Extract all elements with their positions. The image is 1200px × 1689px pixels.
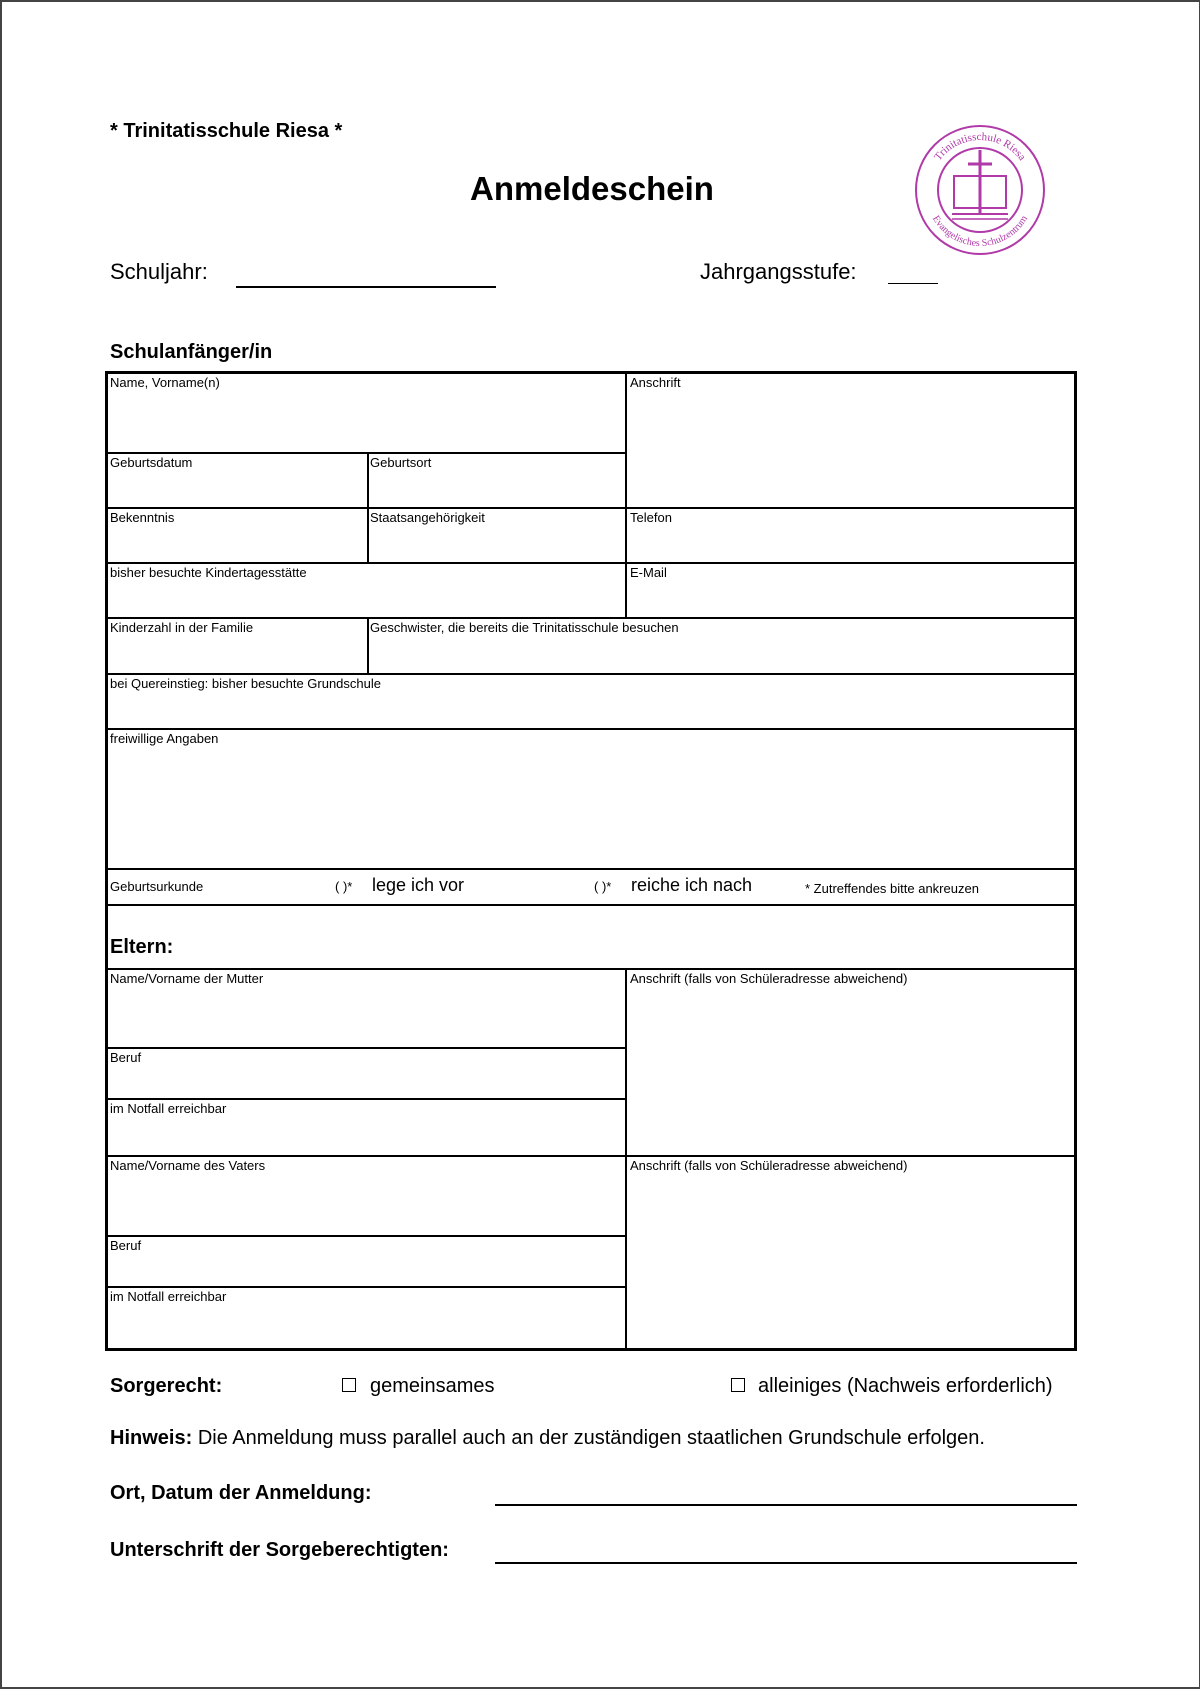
ort-datum-field[interactable]	[495, 1504, 1077, 1506]
table-line	[108, 562, 1074, 564]
field-email-label: E-Mail	[630, 565, 667, 580]
table-line	[108, 1098, 627, 1100]
jahrgangsstufe-label: Jahrgangsstufe:	[700, 259, 857, 284]
birth-certificate-label: Geburtsurkunde	[110, 879, 204, 894]
field-kita-label: bisher besuchte Kindertagesstätte	[110, 565, 307, 580]
schuljahr-label: Schuljahr:	[110, 259, 208, 284]
table-line	[108, 617, 1074, 619]
mother-beruf-label: Beruf	[110, 1050, 142, 1065]
hinweis-text: Die Anmeldung muss parallel auch an der zuständigen staatlichen Grundschule erfolgen.	[197, 1427, 985, 1449]
field-freiwillig-label: freiwillige Angaben	[110, 731, 219, 746]
field-kinderzahl-label: Kinderzahl in der Familie	[110, 620, 254, 635]
field-geburtsdatum-label: Geburtsdatum	[110, 455, 193, 470]
table-line	[108, 1155, 1074, 1157]
father-anschrift-label: Anschrift (falls von Schüleradresse abweichend)	[630, 1158, 908, 1173]
father-notfall-label: im Notfall erreichbar	[110, 1289, 227, 1304]
ort-datum-label: Ort, Datum der Anmeldung:	[110, 1482, 372, 1504]
parents-section-heading: Eltern:	[110, 936, 174, 958]
unterschrift-label: Unterschrift der Sorgeberechtigten:	[110, 1539, 449, 1561]
field-geschwister-label: Geschwister, die bereits die Trinitatisschule besuchen	[370, 620, 679, 635]
father-name-label: Name/Vorname des Vaters	[110, 1158, 266, 1173]
registration-form-table	[105, 371, 1077, 1351]
jahrgangsstufe-field[interactable]	[888, 283, 938, 284]
table-line	[108, 728, 1074, 730]
page-title: Anmeldeschein	[470, 170, 714, 207]
mother-anschrift-label: Anschrift (falls von Schüleradresse abweichend)	[630, 971, 908, 986]
school-name: * Trinitatisschule Riesa *	[110, 120, 343, 142]
hinweis-label: Hinweis:	[110, 1427, 193, 1449]
birth-certificate-option2-mark[interactable]: ( )*	[594, 879, 612, 894]
father-beruf-label: Beruf	[110, 1238, 142, 1253]
birth-certificate-option1-text: lege ich vor	[372, 875, 465, 895]
student-section-heading: Schulanfänger/in	[110, 341, 273, 363]
field-bekenntnis-label: Bekenntnis	[110, 510, 175, 525]
table-line	[108, 507, 1074, 509]
field-staatsangehoerigkeit-label: Staatsangehörigkeit	[370, 510, 485, 525]
table-line	[108, 1235, 627, 1237]
table-line	[108, 968, 1074, 970]
unterschrift-field[interactable]	[495, 1562, 1077, 1564]
hinweis-line	[110, 1427, 985, 1450]
birth-certificate-note: * Zutreffendes bitte ankreuzen	[805, 881, 979, 896]
table-line	[108, 1047, 627, 1049]
school-stamp-icon	[912, 122, 1048, 258]
stamp-bottom-text: Evangelisches Schulzentrum	[929, 213, 1031, 250]
stamp-top-text: Trinitatisschule Riesa	[932, 130, 1028, 163]
mother-notfall-label: im Notfall erreichbar	[110, 1101, 227, 1116]
table-line	[625, 374, 627, 617]
table-line	[108, 673, 1074, 675]
table-line	[625, 968, 627, 1348]
field-telefon-label: Telefon	[630, 510, 672, 525]
table-line	[367, 617, 369, 673]
mother-name-label: Name/Vorname der Mutter	[110, 971, 264, 986]
sorgerecht-sole-label: alleiniges (Nachweis erforderlich)	[758, 1375, 1053, 1397]
table-line	[108, 1286, 627, 1288]
birth-certificate-option1-mark[interactable]: ( )*	[335, 879, 353, 894]
birth-certificate-option2-text: reiche ich nach	[631, 875, 753, 895]
table-line	[108, 868, 1074, 870]
field-anschrift-label: Anschrift	[630, 375, 681, 390]
sorgerecht-sole-checkbox[interactable]	[731, 1378, 745, 1392]
field-name-label: Name, Vorname(n)	[110, 375, 220, 390]
sorgerecht-joint-label: gemeinsames	[370, 1375, 495, 1397]
schuljahr-field[interactable]	[236, 286, 496, 288]
field-geburtsort-label: Geburtsort	[370, 455, 432, 470]
sorgerecht-joint-checkbox[interactable]	[342, 1378, 356, 1392]
field-quereinstieg-label: bei Quereinstieg: bisher besuchte Grundschule	[110, 676, 381, 691]
table-line	[108, 904, 1074, 906]
sorgerecht-label: Sorgerecht:	[110, 1375, 223, 1397]
table-line	[367, 452, 369, 562]
